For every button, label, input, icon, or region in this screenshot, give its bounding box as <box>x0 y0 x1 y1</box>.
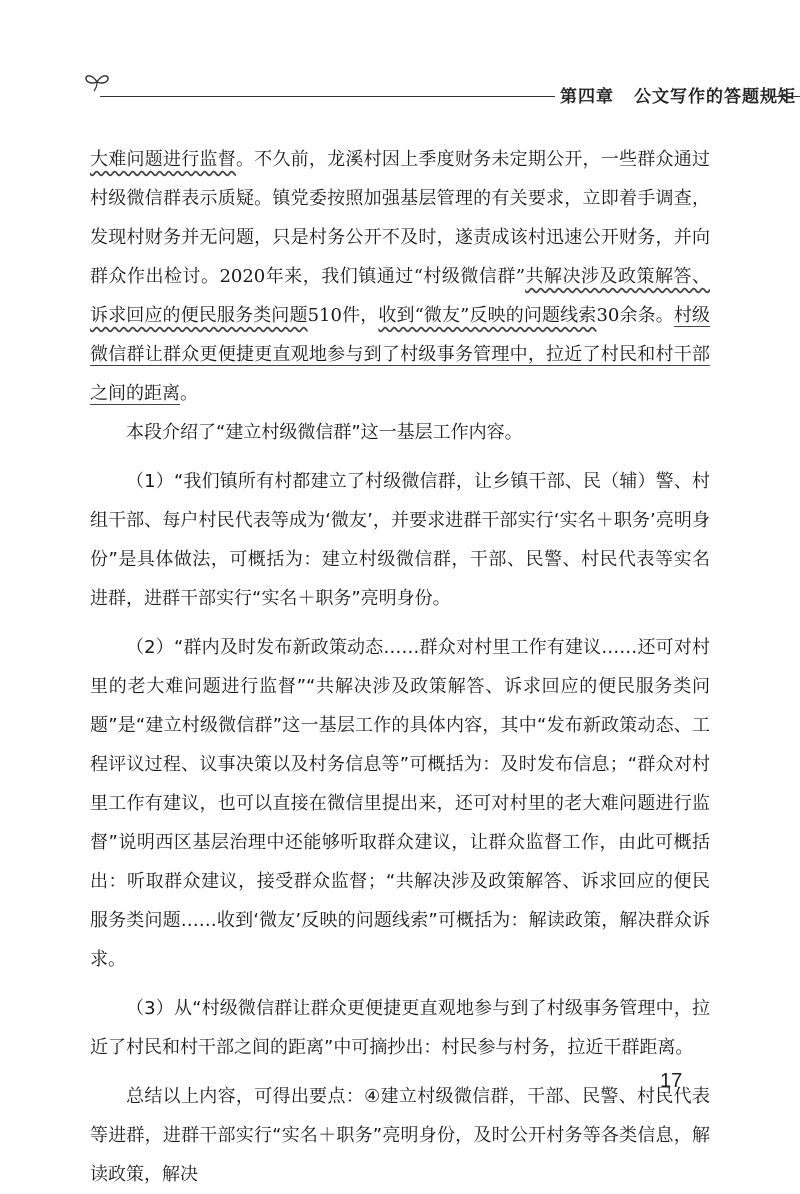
analysis-item-2: （2）“群内及时发布新政策动态……群众对村里工作有建议……还可对村里的老大难问题进行监督”“共解决涉及政策解答、诉求回应的便民服务类问题”是“建立村级微信群”这一基层工作的具体内容，其中“发布新政策动态、工程评议过程、议事决策以及村务信息等”可概括为：及时发布信息；“群众对村里工作有建议，也可以直接在微信里提出来，还可对村里的老大难问题进行监督”说明西区基层治理中还能够听取群众建议，让群众监督工作，由此可概括出：听取群众建议，接受群众监督；“共解决涉及政策解答、诉求回应的便民服务类问题……收到‘微友’反映的问题线索”可概括为：解读政策，解决群众诉求。 <box>90 637 710 970</box>
page-number: 17 <box>660 1070 683 1092</box>
leaf-ornament-icon <box>82 68 112 92</box>
chapter-label: 第四章 <box>560 87 614 107</box>
paragraph-text: 510件， <box>307 305 379 326</box>
wavy-underlined-text: 共解决涉及政策解答、诉求回应的便民服务类问题 <box>90 266 710 326</box>
analysis-item-1: （1）“我们镇所有村都建立了村级微信群，让乡镇干部、民（辅）警、村组干部、每户村民代表等成为‘微友’，并要求进群干部实行‘实名＋职务’亮明身份”是具体做法，可概括为：建立村级微信群，干部、民警、村民代表等实名进群，进群干部实行“实名＋职务”亮明身份。 <box>90 471 710 609</box>
analysis-intro: 本段介绍了“建立村级微信群”这一基层工作内容。 <box>126 422 523 443</box>
header-rule-right <box>772 96 800 97</box>
analysis-item-3: （3）从“村级微信群让群众更便捷更直观地参与到了村级事务管理中，拉近了村民和村干部之间的距离”中可摘抄出：村民参与村务，拉近干群距离。 <box>90 998 710 1058</box>
paragraph-text: 30余条。 <box>596 305 674 326</box>
paragraph-text: 。 <box>180 383 198 404</box>
wavy-underlined-text: 收到“微友”反映的问题线索 <box>378 305 597 326</box>
page-header <box>82 68 800 108</box>
underlined-text: 村级微信群让群众更便捷更直观地参与到了村级事务管理中，拉近了村民和村干部之间的距离 <box>90 305 711 404</box>
running-header <box>560 82 796 107</box>
body-text <box>90 140 710 1194</box>
source-paragraph <box>90 140 710 413</box>
chapter-title: 公文写作的答题规矩 <box>634 87 796 107</box>
wavy-underlined-text: 大难问题进行监督 <box>90 149 236 170</box>
summary-paragraph: 总结以上内容，可得出要点：④建立村级微信群，干部、民警、村民代表等进群，进群干部实行“实名＋职务”亮明身份，及时公开村务等各类信息，解读政策，解决 <box>90 1086 710 1185</box>
header-rule-left <box>100 96 555 97</box>
paragraph-text: 。不久前，龙溪村因上季度财务未定期公开，一些群众通过村级微信群表示质疑。镇党委按照加强基层管理的有关要求，立即着手调查，发现村财务并无问题，只是村务公开不及时，遂责成该村迅速公开财务，并向群众作出检讨。2020年来，我们镇通过“村级微信群” <box>90 149 711 287</box>
